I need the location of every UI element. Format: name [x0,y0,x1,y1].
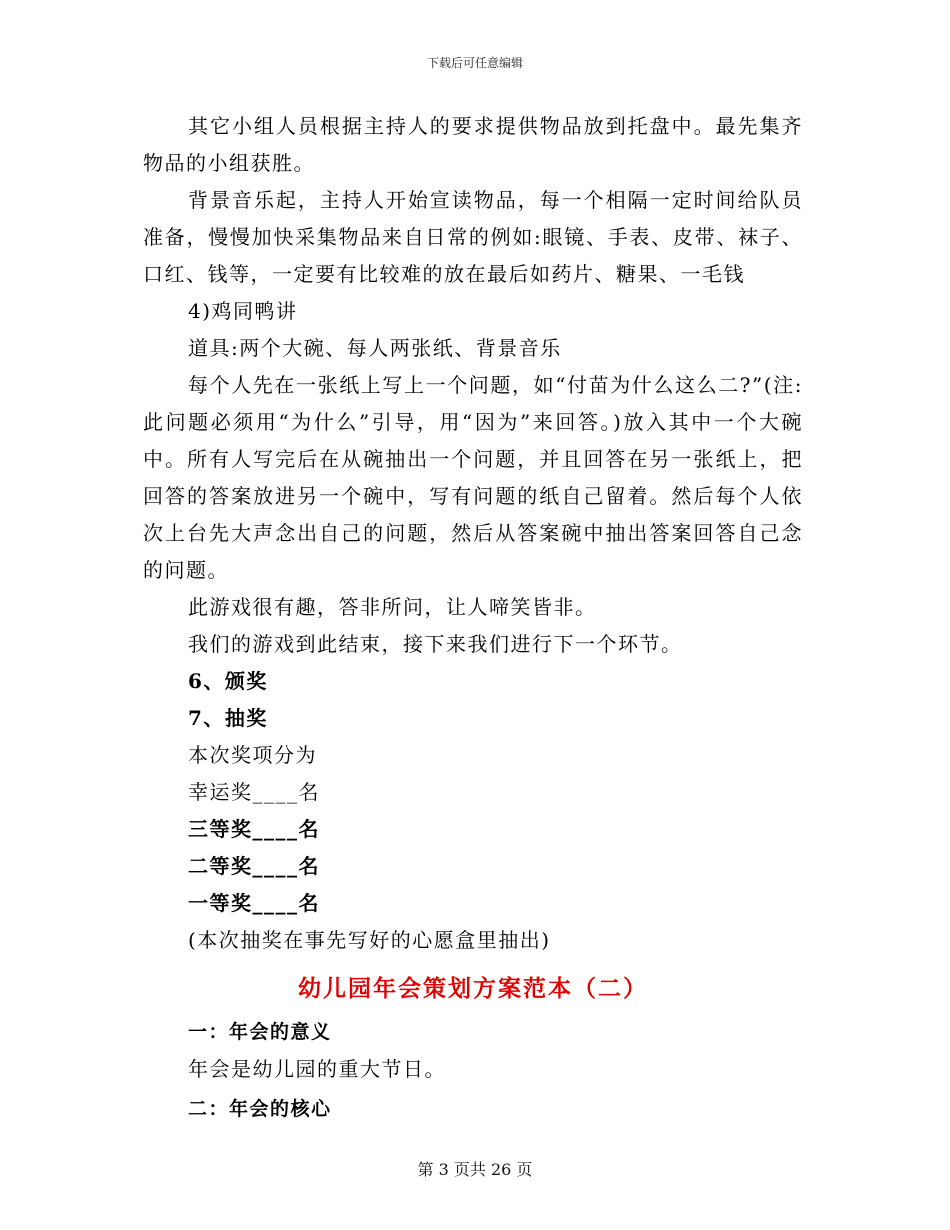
paragraph-1: 其它小组人员根据主持人的要求提供物品放到托盘中。最先集齐物品的小组获胜。 [143,114,803,175]
paragraph-4: 道具:两个大碗、每人两张纸、背景音乐 [188,336,562,360]
page-header: 下载后可任意编辑 [426,56,523,70]
paragraph-6: 此游戏很有趣，答非所问，让人啼笑皆非。 [188,595,597,619]
prize-third: 三等奖____名 [188,817,320,841]
page-footer: 第 3 页共 26 页 [417,1160,533,1179]
item-lottery: 7、抽奖 [188,706,268,730]
document-body [143,108,803,1128]
section-title: 幼儿园年会策划方案范本（二） [298,975,648,1002]
heading-core: 二：年会的核心 [188,1098,332,1120]
prize-second: 二等奖____名 [188,854,320,878]
paragraph-meaning: 年会是幼儿园的重大节日。 [188,1057,446,1081]
heading-meaning: 一：年会的意义 [188,1021,332,1043]
prize-intro: 本次奖项分为 [188,743,317,767]
paragraph-3: 4)鸡同鸭讲 [188,299,298,323]
paragraph-7: 我们的游戏到此结束，接下来我们进行下一个环节。 [188,632,683,656]
paragraph-2: 背景音乐起，主持人开始宣读物品，每一个相隔一定时间给队员准备，慢慢加快采集物品来自日常的例如:眼镜、手表、皮带、袜子、口红、钱等，一定要有比较难的放在最后如药片、糖果、一毛钱 [143,188,803,286]
paragraph-5: 每个人先在一张纸上写上一个问题，如“付苗为什么这么二?”(注:此问题必须用“为什么”引导，用“因为”来回答。)放入其中一个大碗中。所有人写完后在从碗抽出一个问题，并且回答在另一张纸上，把回答的答案放进另一个碗中，写有问题的纸自己留着。然后每个人依次上台先大声念出自己的问题，然后从答案碗中抽出答案回答自己念的问题。 [143,373,803,582]
prize-first: 一等奖____名 [188,891,320,915]
item-award-ceremony: 6、颁奖 [188,669,268,693]
prize-lucky: 幸运奖____名 [188,780,320,804]
lottery-note: (本次抽奖在事先写好的心愿盒里抽出) [188,928,551,952]
